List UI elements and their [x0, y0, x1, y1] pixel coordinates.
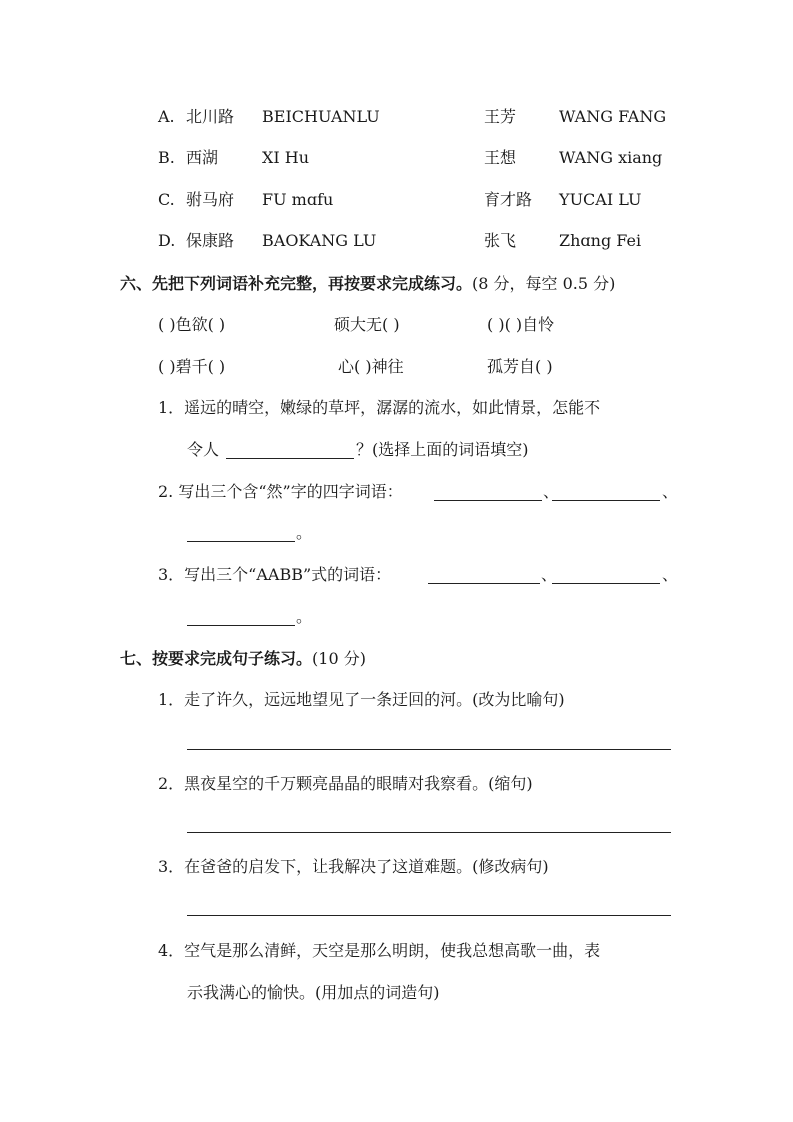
s6-q3-end: 。	[296, 607, 313, 626]
s7-q2-answer-line[interactable]	[187, 832, 671, 833]
s6-q1-suffix: ？(选择上面的词语填空)	[356, 440, 529, 459]
section6-score: (8 分，每空 0.5 分)	[472, 274, 616, 293]
section7-heading	[120, 651, 366, 667]
s6-q2-blank-2[interactable]	[552, 500, 660, 501]
s6-q2-blank-3[interactable]	[187, 541, 295, 542]
option-name-pinyin: Zhɑng Fei	[559, 231, 642, 250]
option-name-pinyin: WANG xiang	[559, 148, 663, 167]
section7-title: 七、按要求完成句子练习。	[120, 649, 313, 668]
option-name: 育才路	[484, 190, 533, 209]
option-place: 保康路	[186, 231, 235, 250]
option-letter: B.	[158, 148, 175, 167]
s6-q2-blank-1[interactable]	[434, 500, 542, 501]
option-letter: D.	[158, 231, 176, 250]
s6-q1-prefix: 令人	[187, 440, 220, 459]
s7-q1-text: 1．走了许久，远远地望见了一条迂回的河。(改为比喻句)	[158, 690, 565, 709]
s6-q1-line1: 1．遥远的晴空，嫩绿的草坪，潺潺的流水，如此情景，怎能不	[158, 398, 601, 417]
idiom-blank-4: ( )碧千( )	[158, 357, 226, 376]
s7-q1-answer-line[interactable]	[187, 749, 671, 750]
s7-q3-text: 3．在爸爸的启发下，让我解决了这道难题。(修改病句)	[158, 857, 549, 876]
idiom-blank-3: ( )( )自怜	[487, 315, 555, 334]
option-place: 北川路	[186, 107, 235, 126]
s6-q3-blank-3[interactable]	[187, 625, 295, 626]
option-letter: C.	[158, 190, 175, 209]
idiom-blank-5: 心( )神往	[338, 357, 404, 376]
option-place-pinyin: XI Hu	[262, 148, 310, 167]
section7-score: (10 分)	[312, 649, 366, 668]
s7-q2-text: 2．黑夜星空的千万颗亮晶晶的眼睛对我察看。(缩句)	[158, 774, 533, 793]
s6-q3-blank-2[interactable]	[552, 583, 660, 584]
s6-q3-sep-1: 、	[541, 565, 558, 584]
option-place-pinyin: BAOKANG LU	[262, 231, 377, 250]
idiom-blank-1: ( )色欲( )	[158, 315, 226, 334]
s7-q4-line2: 示我满心的愉快。(用加点的词造句)	[187, 983, 440, 1002]
s7-q3-answer-line[interactable]	[187, 915, 671, 916]
section6-title: 六、先把下列词语补充完整，再按要求完成练习。	[120, 274, 473, 293]
s6-q2-sep-2: 、	[662, 482, 679, 501]
s7-q4-line1: 4．空气是那么清鲜，天空是那么明朗，使我总想高歌一曲，表	[158, 941, 601, 960]
option-name-pinyin: WANG FANG	[559, 107, 667, 126]
section6-heading	[120, 276, 615, 292]
s6-q2-text: 2. 写出三个含“然”字的四字词语：	[158, 482, 403, 501]
s6-q3-text: 3．写出三个“AABB”式的词语：	[158, 565, 392, 584]
s6-q3-sep-2: 、	[662, 565, 679, 584]
s6-q3-blank-1[interactable]	[428, 583, 540, 584]
option-place-pinyin: BEICHUANLU	[262, 107, 380, 126]
option-place-pinyin: FU mɑfu	[262, 190, 334, 209]
s6-q2-end: 。	[296, 523, 313, 542]
idiom-blank-6: 孤芳自( )	[487, 357, 553, 376]
option-name: 张飞	[484, 231, 517, 250]
s6-q1-answer-blank[interactable]	[226, 458, 354, 459]
option-place: 驸马府	[186, 190, 235, 209]
option-name: 王芳	[484, 107, 517, 126]
option-name-pinyin: YUCAI LU	[559, 190, 642, 209]
option-letter: A.	[158, 107, 175, 126]
s6-q2-sep-1: 、	[543, 482, 560, 501]
option-place: 西湖	[186, 148, 219, 167]
option-name: 王想	[484, 148, 517, 167]
idiom-blank-2: 硕大无( )	[334, 315, 400, 334]
